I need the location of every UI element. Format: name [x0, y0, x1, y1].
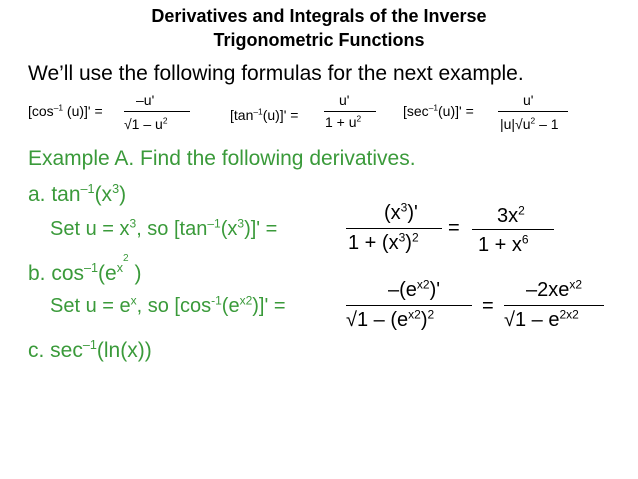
formula-sec-fraction-bar: [498, 111, 568, 112]
part-b-step: Set $u = e^x$, so $[\cos^{-1}(e^{x2})]'$ =: [50, 293, 286, 317]
part-b-label: b. $\cos^{-1}(e^{x^2}$ ): [28, 252, 142, 285]
formula-cos-fraction-bar: [124, 111, 190, 112]
slide-title-line2: Trigonometric Functions: [213, 30, 425, 50]
part-a-equals: =: [448, 217, 460, 239]
part-b-denominator-2: $√1 - e^{2x2}$: [504, 307, 579, 331]
formula-sec-denominator: $|u|√u^2 - 1$: [500, 115, 559, 132]
part-b-denominator-1: $√1 - (e^{x2})^2$: [346, 307, 435, 331]
part-a-fraction-bar-1: [346, 228, 442, 229]
part-b-numerator-1: $-(e^{x2})'$: [388, 277, 441, 301]
part-a-step: Set $u = x^3$, so $[\tan^{-1}(x^3)]'$ =: [50, 216, 278, 240]
formula-tan-fraction-bar: [324, 111, 376, 112]
part-a-label: a. $\tan^{-1}(x^3)$: [28, 182, 127, 206]
formula-cos-denominator: $√1 - u^2$: [124, 115, 168, 132]
formula-tan-denominator: $1 + u^2$: [325, 113, 362, 130]
example-heading: Example A. Find the following derivatives.: [28, 147, 416, 170]
part-a-denominator-2: $1 + x^6$: [478, 232, 529, 256]
part-c-label: c. $\sec^{-1}(\ln(x))$: [28, 338, 152, 362]
formula-tan-lhs: $[\tan^{-1}(u)]'$ =: [230, 106, 299, 123]
part-a-denominator-1: $1 + (x^3)^2$: [348, 230, 419, 254]
part-a-fraction-bar-2: [472, 229, 554, 230]
formula-sec-numerator: u': [523, 92, 534, 108]
slide-title-line1: Derivatives and Integrals of the Inverse: [151, 6, 487, 26]
formula-cos-numerator: –u': [136, 92, 155, 108]
formula-cos-lhs: [$\cos^{-1}$ (u)]' =: [28, 102, 103, 119]
formula-sec-lhs: $[\sec^{-1}(u)]'$ =: [403, 102, 474, 119]
part-b-fraction-bar-2: [504, 305, 604, 306]
part-b-numerator-2: $-2xe^{x2}$: [526, 277, 583, 301]
part-b-equals: =: [482, 295, 494, 317]
part-a-numerator-1: $(x^3)'$: [384, 200, 418, 224]
intro-text: We’ll use the following formulas for the next example.: [28, 62, 524, 85]
part-b-fraction-bar-1: [346, 305, 472, 306]
formula-tan-numerator: u': [339, 92, 350, 108]
part-a-numerator-2: $3x^2$: [497, 203, 525, 227]
